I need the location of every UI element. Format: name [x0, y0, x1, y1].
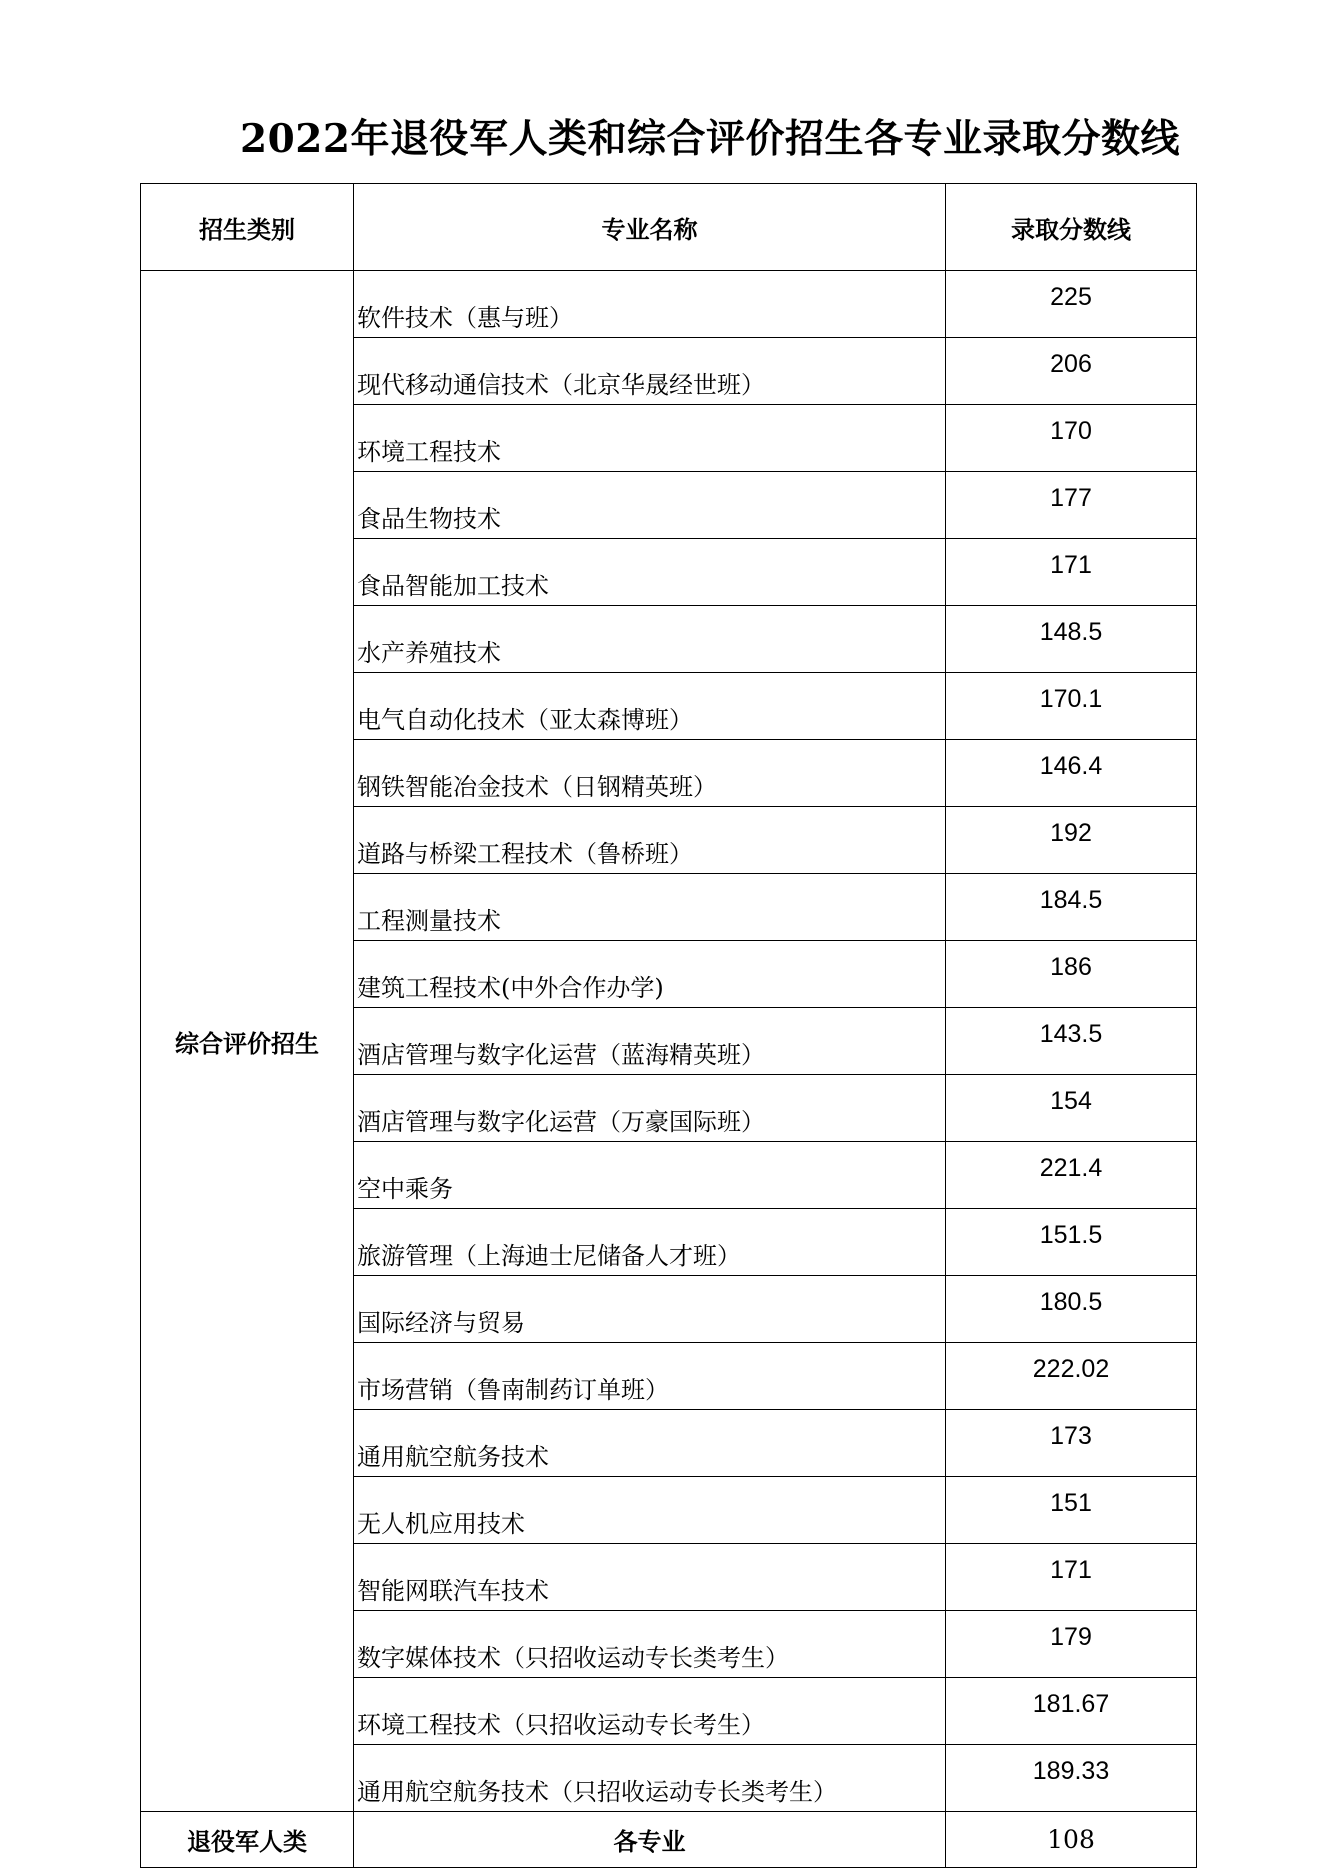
major-name-cell: 建筑工程技术(中外合作办学) — [354, 941, 946, 1008]
major-name-cell: 现代移动通信技术（北京华晟经世班） — [354, 338, 946, 405]
major-name-cell: 水产养殖技术 — [354, 606, 946, 673]
admission-score-table — [140, 183, 1197, 1868]
score-cell: 186 — [946, 941, 1197, 1008]
major-name-cell: 旅游管理（上海迪士尼储备人才班） — [354, 1209, 946, 1276]
score-cell: 146.4 — [946, 740, 1197, 807]
score-cell: 170 — [946, 405, 1197, 472]
header-category: 招生类别 — [141, 184, 354, 271]
score-cell: 181.67 — [946, 1678, 1197, 1745]
major-name-cell: 钢铁智能冶金技术（日钢精英班） — [354, 740, 946, 807]
header-major: 专业名称 — [354, 184, 946, 271]
score-cell: 189.33 — [946, 1745, 1197, 1812]
score-cell: 148.5 — [946, 606, 1197, 673]
score-cell: 173 — [946, 1410, 1197, 1477]
major-name-cell: 国际经济与贸易 — [354, 1276, 946, 1343]
score-cell: 143.5 — [946, 1008, 1197, 1075]
major-name-cell: 无人机应用技术 — [354, 1477, 946, 1544]
major-name-cell: 通用航空航务技术 — [354, 1410, 946, 1477]
score-cell: 177 — [946, 472, 1197, 539]
major-name-cell-all: 各专业 — [354, 1812, 946, 1868]
major-name-cell: 环境工程技术（只招收运动专长考生） — [354, 1678, 946, 1745]
score-cell: 179 — [946, 1611, 1197, 1678]
score-cell: 206 — [946, 338, 1197, 405]
major-name-cell: 电气自动化技术（亚太森博班） — [354, 673, 946, 740]
table-row — [141, 271, 1197, 338]
score-cell: 171 — [946, 539, 1197, 606]
score-cell: 180.5 — [946, 1276, 1197, 1343]
score-cell: 225 — [946, 271, 1197, 338]
major-name-cell: 环境工程技术 — [354, 405, 946, 472]
major-name-cell: 道路与桥梁工程技术（鲁桥班） — [354, 807, 946, 874]
score-cell: 222.02 — [946, 1343, 1197, 1410]
major-name-cell: 通用航空航务技术（只招收运动专长类考生） — [354, 1745, 946, 1812]
major-name-cell: 食品智能加工技术 — [354, 539, 946, 606]
major-name-cell: 食品生物技术 — [354, 472, 946, 539]
major-name-cell: 软件技术（惠与班） — [354, 271, 946, 338]
score-cell: 154 — [946, 1075, 1197, 1142]
score-cell: 151 — [946, 1477, 1197, 1544]
score-cell-veterans: 108 — [946, 1812, 1197, 1868]
table-row-veterans — [141, 1812, 1197, 1868]
header-score: 录取分数线 — [946, 184, 1197, 271]
score-cell: 192 — [946, 807, 1197, 874]
major-name-cell: 酒店管理与数字化运营（万豪国际班） — [354, 1075, 946, 1142]
category-cell-veterans: 退役军人类 — [141, 1812, 354, 1868]
major-name-cell: 空中乘务 — [354, 1142, 946, 1209]
table-header-row — [141, 184, 1197, 271]
score-cell: 151.5 — [946, 1209, 1197, 1276]
score-cell: 170.1 — [946, 673, 1197, 740]
category-cell-comprehensive: 综合评价招生 — [141, 271, 354, 1812]
score-cell: 171 — [946, 1544, 1197, 1611]
major-name-cell: 市场营销（鲁南制药订单班） — [354, 1343, 946, 1410]
major-name-cell: 智能网联汽车技术 — [354, 1544, 946, 1611]
major-name-cell: 酒店管理与数字化运营（蓝海精英班） — [354, 1008, 946, 1075]
page-title: 2022年退役军人类和综合评价招生各专业录取分数线 — [240, 116, 1181, 162]
major-name-cell: 数字媒体技术（只招收运动专长类考生） — [354, 1611, 946, 1678]
major-name-cell: 工程测量技术 — [354, 874, 946, 941]
score-cell: 184.5 — [946, 874, 1197, 941]
score-cell: 221.4 — [946, 1142, 1197, 1209]
